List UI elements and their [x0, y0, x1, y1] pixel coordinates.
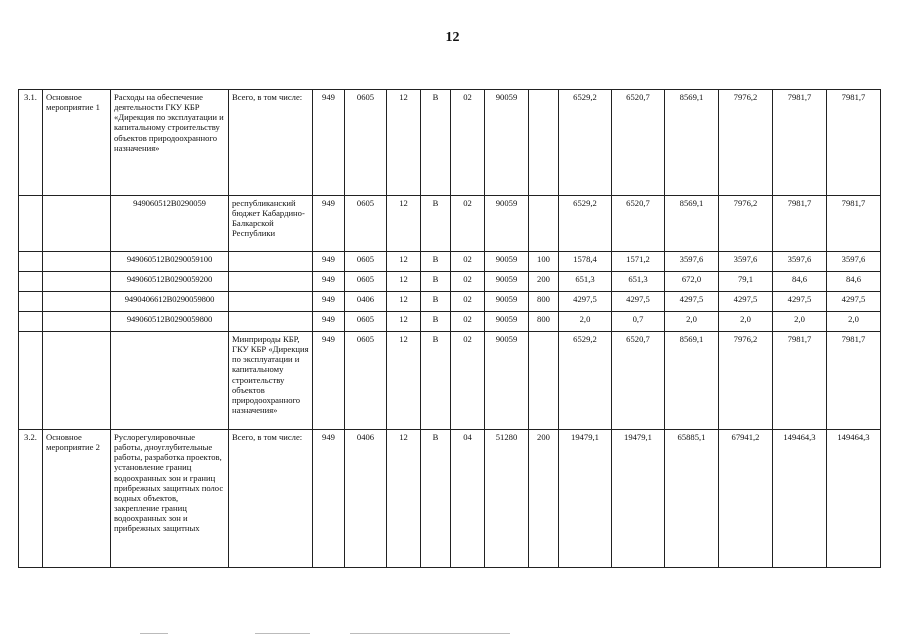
- cell-grbs-code: 949: [313, 252, 345, 272]
- cell-subprogram-code: В: [421, 292, 451, 312]
- cell-description: 949060512В0290059200: [111, 272, 229, 292]
- cell-funding-source: республиканский бюджет Кабардино-Балкарской Республики: [229, 196, 313, 252]
- cell-amount-y6: 7981,7: [827, 332, 881, 430]
- cell-section-code: 0605: [345, 196, 387, 252]
- cell-expense-type-code: 200: [529, 272, 559, 292]
- cell-grbs-code: 949: [313, 292, 345, 312]
- cell-row-number: 3.2.: [19, 430, 43, 568]
- cell-amount-y2: 6520,7: [612, 332, 665, 430]
- cell-row-number: [19, 252, 43, 272]
- cell-amount-y1: 4297,5: [559, 292, 612, 312]
- table-row: [19, 272, 881, 292]
- cell-event-code: 02: [451, 90, 485, 196]
- cell-amount-y4: 7976,2: [719, 90, 773, 196]
- table-row: [19, 196, 881, 252]
- cell-section-code: 0406: [345, 430, 387, 568]
- cell-expense-type-code: 800: [529, 292, 559, 312]
- cell-direction-code: 90059: [485, 272, 529, 292]
- cell-grbs-code: 949: [313, 90, 345, 196]
- cell-amount-y4: 2,0: [719, 312, 773, 332]
- cell-amount-y3: 3597,6: [665, 252, 719, 272]
- cell-program-code: 12: [387, 430, 421, 568]
- cell-expense-type-code: 100: [529, 252, 559, 272]
- cell-amount-y3: 8569,1: [665, 196, 719, 252]
- cell-amount-y4: 7976,2: [719, 196, 773, 252]
- cell-direction-code: 90059: [485, 312, 529, 332]
- table-row: [19, 90, 881, 196]
- cell-amount-y4: 4297,5: [719, 292, 773, 312]
- cell-description: 949060512В0290059100: [111, 252, 229, 272]
- cell-amount-y2: 6520,7: [612, 90, 665, 196]
- cell-amount-y1: 6529,2: [559, 196, 612, 252]
- cell-amount-y3: 4297,5: [665, 292, 719, 312]
- cell-amount-y1: 6529,2: [559, 332, 612, 430]
- cell-amount-y6: 3597,6: [827, 252, 881, 272]
- table-row: [19, 332, 881, 430]
- cell-amount-y4: 3597,6: [719, 252, 773, 272]
- cell-amount-y1: 651,3: [559, 272, 612, 292]
- cell-funding-source: [229, 292, 313, 312]
- cell-program-code: 12: [387, 272, 421, 292]
- cell-amount-y4: 7976,2: [719, 332, 773, 430]
- cell-program-code: 12: [387, 196, 421, 252]
- cell-grbs-code: 949: [313, 312, 345, 332]
- cell-amount-y6: 7981,7: [827, 90, 881, 196]
- table-body: [19, 90, 881, 568]
- page-number: 12: [445, 30, 460, 45]
- cell-direction-code: 90059: [485, 196, 529, 252]
- cell-expense-type-code: [529, 196, 559, 252]
- cell-section-code: 0605: [345, 272, 387, 292]
- table-row: [19, 292, 881, 312]
- cell-description: Руслорегулировочные работы, дноуглубительные работы, разработка проектов, установление границ водоохранных зон и границ прибрежных защитных полос водных объектов, закрепление границ водоохранных зон и прибрежных защитных: [111, 430, 229, 568]
- cell-amount-y6: 4297,5: [827, 292, 881, 312]
- cell-amount-y6: 84,6: [827, 272, 881, 292]
- cell-amount-y2: 19479,1: [612, 430, 665, 568]
- cell-amount-y2: 1571,2: [612, 252, 665, 272]
- cell-event-code: 02: [451, 332, 485, 430]
- cell-direction-code: 51280: [485, 430, 529, 568]
- budget-table: [18, 89, 881, 568]
- cell-amount-y6: 7981,7: [827, 196, 881, 252]
- cell-section-code: 0605: [345, 252, 387, 272]
- cell-event-code: 02: [451, 196, 485, 252]
- cell-activity-name: [43, 252, 111, 272]
- cell-amount-y2: 6520,7: [612, 196, 665, 252]
- cell-amount-y1: 1578,4: [559, 252, 612, 272]
- cell-row-number: [19, 332, 43, 430]
- cell-program-code: 12: [387, 292, 421, 312]
- table-row: [19, 312, 881, 332]
- cell-amount-y2: 651,3: [612, 272, 665, 292]
- cell-activity-name: [43, 332, 111, 430]
- cell-funding-source: Всего, в том числе:: [229, 90, 313, 196]
- cell-program-code: 12: [387, 332, 421, 430]
- cell-amount-y5: 84,6: [773, 272, 827, 292]
- scan-artifact: [140, 633, 168, 634]
- table-row: [19, 430, 881, 568]
- cell-amount-y4: 79,1: [719, 272, 773, 292]
- cell-amount-y5: 4297,5: [773, 292, 827, 312]
- cell-subprogram-code: В: [421, 90, 451, 196]
- cell-expense-type-code: [529, 332, 559, 430]
- cell-amount-y5: 7981,7: [773, 332, 827, 430]
- cell-expense-type-code: 200: [529, 430, 559, 568]
- cell-program-code: 12: [387, 252, 421, 272]
- cell-subprogram-code: В: [421, 430, 451, 568]
- scan-artifact: [350, 633, 510, 634]
- cell-amount-y5: 7981,7: [773, 196, 827, 252]
- cell-section-code: 0605: [345, 90, 387, 196]
- cell-subprogram-code: В: [421, 196, 451, 252]
- cell-amount-y6: 149464,3: [827, 430, 881, 568]
- cell-description: 9490406612В0290059800: [111, 292, 229, 312]
- cell-direction-code: 90059: [485, 252, 529, 272]
- cell-event-code: 02: [451, 312, 485, 332]
- cell-funding-source: Всего, в том числе:: [229, 430, 313, 568]
- cell-grbs-code: 949: [313, 272, 345, 292]
- scan-artifact: [255, 633, 310, 634]
- cell-amount-y5: 149464,3: [773, 430, 827, 568]
- cell-amount-y3: 2,0: [665, 312, 719, 332]
- cell-funding-source: [229, 272, 313, 292]
- cell-activity-name: [43, 272, 111, 292]
- cell-direction-code: 90059: [485, 332, 529, 430]
- cell-row-number: [19, 312, 43, 332]
- cell-amount-y5: 3597,6: [773, 252, 827, 272]
- cell-event-code: 02: [451, 272, 485, 292]
- cell-section-code: 0605: [345, 332, 387, 430]
- cell-activity-name: [43, 312, 111, 332]
- cell-description: Расходы на обеспечение деятельности ГКУ КБР «Дирекция по эксплуатации и капитальному строительству объектов природоохранного назначения»: [111, 90, 229, 196]
- cell-activity-name: Основное мероприятие 1: [43, 90, 111, 196]
- cell-amount-y3: 8569,1: [665, 90, 719, 196]
- cell-subprogram-code: В: [421, 252, 451, 272]
- cell-program-code: 12: [387, 90, 421, 196]
- cell-amount-y3: 65885,1: [665, 430, 719, 568]
- cell-subprogram-code: В: [421, 272, 451, 292]
- cell-row-number: [19, 272, 43, 292]
- cell-funding-source: [229, 252, 313, 272]
- cell-event-code: 02: [451, 252, 485, 272]
- cell-description: 949060512В0290059: [111, 196, 229, 252]
- cell-amount-y3: 8569,1: [665, 332, 719, 430]
- cell-amount-y5: 7981,7: [773, 90, 827, 196]
- cell-amount-y5: 2,0: [773, 312, 827, 332]
- cell-funding-source: Минприроды КБР, ГКУ КБР «Дирекция по эксплуатации и капитальному строительству объектов природоохранного назначения»: [229, 332, 313, 430]
- cell-subprogram-code: В: [421, 332, 451, 430]
- cell-description: [111, 332, 229, 430]
- cell-funding-source: [229, 312, 313, 332]
- cell-expense-type-code: 800: [529, 312, 559, 332]
- table-row: [19, 252, 881, 272]
- cell-amount-y2: 0,7: [612, 312, 665, 332]
- cell-amount-y3: 672,0: [665, 272, 719, 292]
- cell-amount-y4: 67941,2: [719, 430, 773, 568]
- cell-section-code: 0605: [345, 312, 387, 332]
- cell-amount-y2: 4297,5: [612, 292, 665, 312]
- cell-amount-y6: 2,0: [827, 312, 881, 332]
- cell-activity-name: Основное мероприятие 2: [43, 430, 111, 568]
- cell-activity-name: [43, 292, 111, 312]
- cell-row-number: 3.1.: [19, 90, 43, 196]
- cell-event-code: 02: [451, 292, 485, 312]
- cell-direction-code: 90059: [485, 90, 529, 196]
- cell-row-number: [19, 292, 43, 312]
- cell-program-code: 12: [387, 312, 421, 332]
- cell-description: 949060512В0290059800: [111, 312, 229, 332]
- cell-amount-y1: 6529,2: [559, 90, 612, 196]
- cell-amount-y1: 2,0: [559, 312, 612, 332]
- cell-section-code: 0406: [345, 292, 387, 312]
- cell-grbs-code: 949: [313, 196, 345, 252]
- cell-direction-code: 90059: [485, 292, 529, 312]
- cell-amount-y1: 19479,1: [559, 430, 612, 568]
- cell-grbs-code: 949: [313, 430, 345, 568]
- cell-row-number: [19, 196, 43, 252]
- cell-event-code: 04: [451, 430, 485, 568]
- cell-subprogram-code: В: [421, 312, 451, 332]
- cell-expense-type-code: [529, 90, 559, 196]
- cell-grbs-code: 949: [313, 332, 345, 430]
- cell-activity-name: [43, 196, 111, 252]
